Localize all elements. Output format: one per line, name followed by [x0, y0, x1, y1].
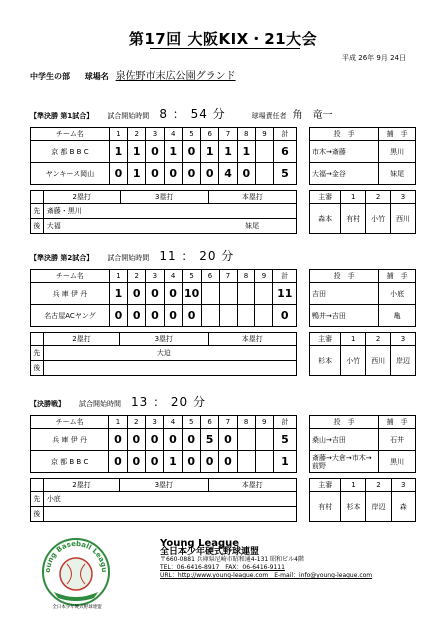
page-title: 第17回 大阪KIX・21大会	[128, 30, 318, 48]
inning-score	[201, 283, 219, 305]
triples-header: 3塁打	[120, 333, 208, 346]
venue-name: 泉佐野市末広公園グランド	[115, 71, 236, 82]
team-name: 兵 庫 伊 丹	[31, 283, 110, 305]
total-score: 6	[273, 141, 296, 163]
doubles-header: 2塁打	[43, 479, 119, 492]
doubles-header: 2塁打	[43, 333, 119, 346]
website-email: URL：http://www.young-league.com E-mail：info@young-league.com	[160, 572, 373, 579]
umpire-table	[309, 190, 416, 234]
inning-col-header: 8	[237, 270, 255, 283]
start-label: 試合開始時間	[107, 254, 150, 262]
inning-score: 0	[237, 163, 255, 185]
inning-col-header: 2	[127, 416, 145, 429]
league-name: Young League	[160, 538, 240, 549]
game-header	[30, 393, 238, 410]
homeruns-header: 本塁打	[208, 191, 296, 204]
catcher-col-header: 捕 手	[379, 416, 416, 429]
inning-score: 1	[109, 141, 127, 163]
umpire-col-header: 1	[341, 479, 366, 492]
doubles	[43, 507, 119, 522]
total-score: 0	[273, 305, 297, 327]
triples: 大迫	[120, 346, 208, 361]
inning-score: 1	[201, 141, 219, 163]
score-row	[31, 451, 297, 473]
team-col-header: チーム名	[31, 416, 109, 429]
hits-header-row	[31, 333, 297, 346]
inning-score: 0	[145, 429, 163, 451]
score-row	[31, 305, 297, 327]
inning-col-header: 5	[182, 270, 201, 283]
hits-spacer	[31, 191, 44, 204]
catcher-col-header: 捕 手	[379, 128, 416, 141]
homeruns	[208, 492, 296, 507]
inning-col-header: 4	[164, 128, 182, 141]
inning-score	[201, 305, 219, 327]
inning-score	[237, 451, 255, 473]
scoreboard-table	[30, 269, 297, 327]
inning-col-header: 2	[128, 270, 146, 283]
umpire-col-header: 2	[366, 479, 391, 492]
plate-umpire: 有村	[310, 492, 341, 522]
inning-col-header: 6	[201, 270, 219, 283]
hits-row	[31, 346, 297, 361]
umpire-header-row	[310, 479, 416, 492]
game-round: 【準決勝 第1試合】	[30, 112, 94, 120]
inning-col-header: 6	[200, 416, 218, 429]
inning-score: 1	[164, 141, 182, 163]
inning-col-header: 7	[219, 128, 237, 141]
scoreboard-table	[30, 127, 297, 185]
battery-table	[309, 415, 416, 473]
inning-col-header: 7	[219, 416, 237, 429]
batting-side: 後	[31, 361, 44, 376]
inning-score: 0	[182, 163, 200, 185]
inning-col-header: 5	[182, 128, 200, 141]
plate-umpire: 杉本	[310, 346, 341, 376]
inning-col-header: 4	[164, 416, 182, 429]
pitcher-col-header: 投 手	[310, 270, 379, 283]
hits-row	[31, 219, 297, 234]
homeruns	[208, 361, 296, 376]
org-name: 全日本少年硬式野球連盟	[160, 547, 260, 557]
total-score: 11	[273, 283, 297, 305]
inning-score: 0	[146, 141, 164, 163]
hits-row	[31, 492, 297, 507]
umpire-col-header: 主審	[310, 191, 341, 204]
inning-col-header: 計	[273, 270, 297, 283]
inning-score	[237, 429, 255, 451]
base-umpire: 小竹	[366, 204, 391, 234]
catcher: 黒川	[379, 141, 416, 163]
battery-row	[310, 283, 416, 305]
venue-row	[30, 67, 236, 82]
umpire-col-header: 3	[391, 191, 416, 204]
batting-side: 後	[31, 219, 44, 234]
inning-score: 0	[146, 283, 164, 305]
team-name: 兵 庫 伊 丹	[31, 429, 109, 451]
inning-col-header: 4	[164, 270, 182, 283]
doubles: 斎藤・黒川	[43, 204, 120, 219]
inning-score: 0	[128, 305, 146, 327]
team-col-header: チーム名	[31, 270, 110, 283]
doubles: 大福	[43, 219, 120, 234]
score-header-row	[31, 128, 297, 141]
inning-score: 0	[127, 429, 145, 451]
umpire-header-row	[310, 191, 416, 204]
inning-col-header: 3	[145, 416, 163, 429]
base-umpire: 西川	[391, 204, 416, 234]
team-name: 名古屋ACヤング	[31, 305, 110, 327]
total-score: 5	[273, 429, 296, 451]
base-umpire: 森	[391, 492, 415, 522]
game-round: 【決勝戦】	[30, 400, 65, 408]
extra-base-hits-table	[30, 190, 297, 234]
inning-score: 0	[146, 305, 164, 327]
score-row	[31, 163, 297, 185]
inning-score	[255, 429, 273, 451]
inning-score: 0	[109, 163, 127, 185]
logo-caption: 全日本少年硬式野球連盟	[52, 605, 102, 610]
catcher: 石井	[379, 429, 416, 451]
inning-score: 0	[200, 451, 218, 473]
battery-row	[310, 305, 416, 327]
address: 〒660-0881 兵庫県尼崎市昭和通4-131 昭和ビル4階	[160, 556, 304, 563]
team-name: ヤンキース岡山	[31, 163, 110, 185]
inning-score: 0	[109, 451, 127, 473]
battery-row	[310, 141, 416, 163]
game-round: 【準決勝 第2試合】	[30, 254, 94, 262]
base-umpire: 杉本	[341, 492, 366, 522]
triples-header: 3塁打	[120, 479, 208, 492]
hits-row	[31, 361, 297, 376]
extra-base-hits-table	[30, 478, 297, 522]
inning-score: 0	[164, 305, 182, 327]
battery-table	[309, 269, 416, 327]
inning-score: 0	[182, 305, 201, 327]
doubles	[43, 361, 119, 376]
umpire-col-header: 1	[341, 191, 366, 204]
hits-spacer	[31, 479, 44, 492]
team-name: 京 都 B B C	[31, 451, 109, 473]
inning-score: 0	[109, 429, 127, 451]
inning-score: 0	[182, 141, 200, 163]
inning-score: 0	[145, 451, 163, 473]
inning-score	[255, 283, 273, 305]
inning-score: 0	[127, 451, 145, 473]
umpire-col-header: 主審	[310, 333, 341, 346]
hits-row	[31, 204, 297, 219]
inning-score	[237, 305, 255, 327]
inning-col-header: 1	[109, 270, 127, 283]
battery-row	[310, 429, 416, 451]
inning-col-header: 7	[219, 270, 237, 283]
hits-spacer	[31, 333, 44, 346]
battery-row	[310, 451, 416, 473]
inning-col-header: 計	[273, 416, 296, 429]
inning-col-header: 2	[128, 128, 146, 141]
umpire-col-header: 3	[391, 333, 416, 346]
scoreboard-table	[30, 415, 297, 473]
game-header	[30, 105, 333, 122]
inning-score: 0	[146, 163, 164, 185]
base-umpire: 岸辺	[366, 492, 391, 522]
inning-col-header: 5	[182, 416, 200, 429]
battery-header-row	[310, 416, 416, 429]
umpire-col-header: 1	[341, 333, 366, 346]
score-row	[31, 283, 297, 305]
inning-score: 0	[109, 305, 127, 327]
pitchers: 桑山→吉田	[310, 429, 379, 451]
inning-score: 1	[128, 163, 146, 185]
total-score: 1	[273, 451, 296, 473]
umpire-row	[310, 492, 416, 522]
inning-score: 0	[182, 429, 200, 451]
catcher: 妹尾	[379, 163, 416, 185]
inning-col-header: 8	[237, 128, 255, 141]
base-umpire: 小竹	[341, 346, 366, 376]
division-label: 中学生の部	[30, 72, 70, 81]
league-logo	[40, 536, 112, 608]
plate-umpire: 森本	[310, 204, 341, 234]
triples	[120, 492, 208, 507]
pitcher-col-header: 投 手	[310, 128, 379, 141]
homeruns-header: 本塁打	[208, 479, 296, 492]
inning-score: 0	[164, 429, 182, 451]
pitcher-col-header: 投 手	[310, 416, 379, 429]
base-umpire: 西川	[366, 346, 391, 376]
triples	[120, 361, 208, 376]
catcher: 亀	[379, 305, 416, 327]
score-row	[31, 429, 297, 451]
battery-header-row	[310, 270, 416, 283]
pitchers: 鴨井→吉田	[310, 305, 379, 327]
inning-score: 1	[128, 141, 146, 163]
inning-score: 0	[164, 283, 182, 305]
inning-col-header: 1	[109, 128, 127, 141]
inning-score	[255, 305, 273, 327]
hits-header-row	[31, 191, 297, 204]
umpire-col-header: 2	[366, 191, 391, 204]
inning-score: 4	[219, 163, 237, 185]
inning-score: 0	[182, 451, 200, 473]
catcher-col-header: 捕 手	[379, 270, 416, 283]
batting-side: 先	[31, 204, 44, 219]
inning-score: 1	[237, 141, 255, 163]
pitchers: 市木→斎藤	[310, 141, 379, 163]
inning-col-header: 9	[255, 416, 273, 429]
battery-header-row	[310, 128, 416, 141]
umpire-row	[310, 346, 416, 376]
batting-side: 先	[31, 346, 44, 361]
doubles	[43, 346, 119, 361]
hits-header-row	[31, 479, 297, 492]
doubles-header: 2塁打	[43, 191, 120, 204]
total-score: 5	[273, 163, 296, 185]
hits-row	[31, 507, 297, 522]
team-col-header: チーム名	[31, 128, 110, 141]
inning-col-header: 6	[201, 128, 219, 141]
catcher: 小底	[379, 283, 416, 305]
start-label: 試合開始時間	[79, 400, 121, 408]
homeruns	[208, 204, 296, 219]
homeruns	[208, 507, 296, 522]
phone-fax: TEL：06-6416-8917 FAX：06-6416-9111	[160, 564, 285, 571]
pitchers: 吉田	[310, 283, 379, 305]
footer-block	[160, 540, 372, 580]
battery-row	[310, 163, 416, 185]
inning-score: 0	[164, 163, 182, 185]
score-header-row	[31, 270, 297, 283]
homeruns-header: 本塁打	[208, 333, 296, 346]
title-underline	[150, 48, 300, 49]
pitchers: 大福→金谷	[310, 163, 379, 185]
umpire-row	[310, 204, 416, 234]
logo-text: oung Baseball Leagu	[43, 539, 109, 573]
venue-label: 球場名	[84, 72, 109, 81]
inning-col-header: 3	[146, 270, 164, 283]
umpire-table	[309, 332, 416, 376]
battery-table	[309, 127, 416, 185]
umpire-col-header: 主審	[310, 479, 341, 492]
umpire-col-header: 2	[366, 333, 391, 346]
inning-col-header: 1	[109, 416, 127, 429]
inning-score: 5	[200, 429, 218, 451]
inning-score: 1	[109, 283, 127, 305]
homeruns: 妹尾	[208, 219, 296, 234]
inning-col-header: 9	[255, 128, 273, 141]
inning-score: 10	[182, 283, 201, 305]
inning-score	[255, 163, 273, 185]
inning-score	[255, 141, 273, 163]
start-time: 11 ： 20 分	[159, 249, 235, 263]
inning-col-header: 9	[255, 270, 273, 283]
batting-side: 先	[31, 492, 44, 507]
inning-score	[237, 283, 255, 305]
triples-header: 3塁打	[120, 191, 208, 204]
base-umpire: 岸辺	[391, 346, 416, 376]
pitchers: 斎藤→大倉→市木→前野	[310, 451, 379, 473]
triples	[120, 204, 208, 219]
inning-score: 1	[164, 451, 182, 473]
umpire-col-header: 3	[391, 479, 415, 492]
doubles: 小底	[43, 492, 119, 507]
team-name: 京 都 B B C	[31, 141, 110, 163]
inning-score: 0	[128, 283, 146, 305]
start-label: 試合開始時間	[107, 112, 150, 120]
umpire-header-row	[310, 333, 416, 346]
inning-score: 0	[201, 163, 219, 185]
inning-score: 1	[219, 141, 237, 163]
triples	[120, 507, 208, 522]
inning-score	[219, 283, 237, 305]
inning-score: 0	[219, 451, 237, 473]
inning-score	[219, 305, 237, 327]
inning-score	[255, 451, 273, 473]
responsible-label: 球場責任者	[251, 112, 287, 120]
umpire-table	[309, 478, 416, 522]
inning-col-header: 3	[146, 128, 164, 141]
triples	[120, 219, 208, 234]
start-time: 8 ： 54 分	[159, 107, 226, 121]
inning-col-header: 計	[273, 128, 296, 141]
extra-base-hits-table	[30, 332, 297, 376]
score-header-row	[31, 416, 297, 429]
responsible-name: 角 竜一	[292, 110, 333, 121]
batting-side: 後	[31, 507, 44, 522]
base-umpire: 有村	[341, 204, 366, 234]
inning-col-header: 8	[237, 416, 255, 429]
report-date: 平成 26年 9月 24日	[342, 54, 406, 62]
catcher: 黒川	[379, 451, 416, 473]
start-time: 13 ： 20 分	[131, 395, 206, 409]
score-row	[31, 141, 297, 163]
game-header	[30, 247, 266, 264]
inning-score: 0	[219, 429, 237, 451]
homeruns	[208, 346, 296, 361]
